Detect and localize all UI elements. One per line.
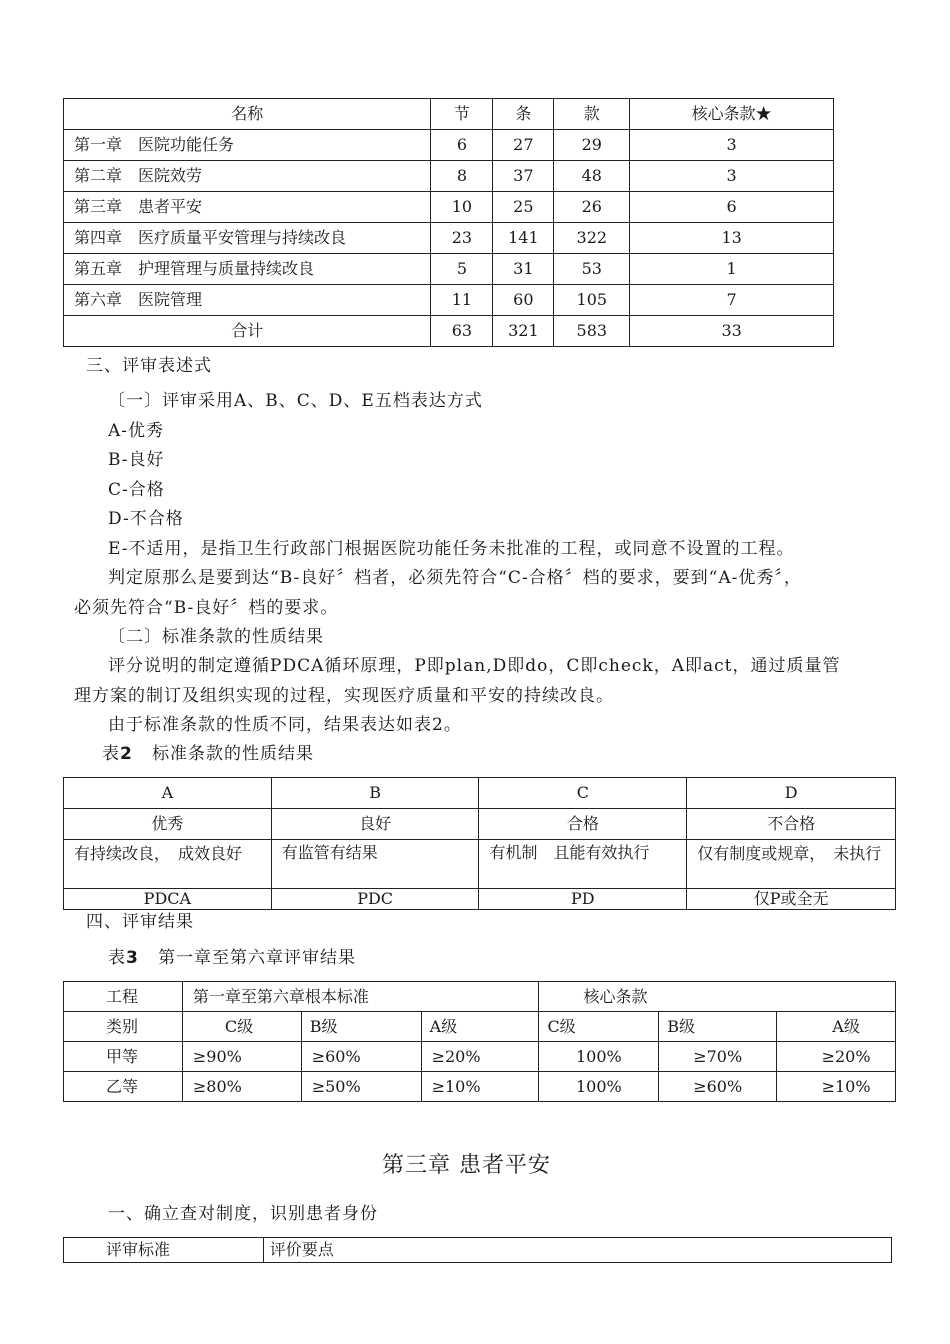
cell: 第五章 护理管理与质量持续改良 — [64, 254, 431, 285]
grade-item: D-不合格 — [108, 509, 184, 529]
table-row — [64, 889, 896, 910]
cell: PDCA — [64, 889, 272, 910]
cell: 33 — [630, 316, 834, 347]
cell: 第四章 医疗质量平安管理与持续改良 — [64, 223, 431, 254]
item-heading: 一、确立查对制度，识别患者身份 — [108, 1204, 378, 1224]
table-header-row — [64, 99, 834, 130]
total-row — [64, 316, 834, 347]
cell: 29 — [554, 130, 630, 161]
paragraph-line: 评分说明的制定遵循PDCA循环原理，P即plan,D即do，C即check，A即act，通过质量管 — [108, 656, 841, 676]
grade-item: A-优秀 — [108, 421, 165, 441]
cell: 31 — [493, 254, 554, 285]
cell: 26 — [554, 192, 630, 223]
cell: PDC — [271, 889, 479, 910]
table-row — [64, 1072, 896, 1102]
cell: 25 — [493, 192, 554, 223]
caption-prefix: 表 — [102, 744, 120, 764]
table-row — [64, 840, 896, 889]
cell: 3 — [630, 130, 834, 161]
cell: 仅P或全无 — [687, 889, 896, 910]
cell: 13 — [630, 223, 834, 254]
cell: 6 — [630, 192, 834, 223]
cell: 6 — [431, 130, 493, 161]
standard-table — [63, 1237, 892, 1263]
section-heading: 四、评审结果 — [86, 912, 194, 932]
cell: B级 — [301, 1012, 421, 1042]
table3-caption — [108, 948, 356, 968]
chapter-title: 第三章 患者平安 — [382, 1153, 551, 1178]
cell: C — [479, 778, 687, 809]
cell: C级 — [182, 1012, 301, 1042]
table-row — [64, 161, 834, 192]
cell: 仅有制度或规章， 未执行 — [687, 840, 896, 889]
caption-number: 3 — [126, 948, 139, 968]
cell: 23 — [431, 223, 493, 254]
table-row — [64, 1042, 896, 1072]
grade-item: C-合格 — [108, 480, 165, 500]
col-clause-header: 款 — [554, 99, 630, 130]
cell: 322 — [554, 223, 630, 254]
cell: 有持续改良， 成效良好 — [64, 840, 272, 889]
cell: 优秀 — [64, 809, 272, 840]
cell: 乙等 — [64, 1072, 183, 1102]
cell: 甲等 — [64, 1042, 183, 1072]
total-label: 合计 — [64, 316, 431, 347]
table-header-row — [64, 1238, 892, 1263]
cell: 11 — [431, 285, 493, 316]
cell: PD — [479, 889, 687, 910]
subheading: 〔一〕评审采用A、B、C、D、E五档表达方式 — [108, 391, 483, 411]
col-article-header: 条 — [493, 99, 554, 130]
cell: 100% — [539, 1072, 659, 1102]
cell: ≥90% — [182, 1042, 301, 1072]
table-row — [64, 192, 834, 223]
cell: 第三章 患者平安 — [64, 192, 431, 223]
cell: 1 — [630, 254, 834, 285]
chapter-summary-table — [63, 98, 834, 347]
cell: 第一章 医院功能任务 — [64, 130, 431, 161]
cell: ≥50% — [301, 1072, 421, 1102]
cell: ≥60% — [301, 1042, 421, 1072]
cell: 第一章至第六章根本标准 — [182, 982, 539, 1012]
cell: 3 — [630, 161, 834, 192]
cell: ≥60% — [659, 1072, 777, 1102]
table-header-row — [64, 1012, 896, 1042]
table-row — [64, 809, 896, 840]
cell: 8 — [431, 161, 493, 192]
cell: 合格 — [479, 809, 687, 840]
grade-item: E-不适用，是指卫生行政部门根据医院功能任务未批准的工程，或同意不设置的工程。 — [108, 539, 795, 559]
table-row — [64, 285, 834, 316]
grade-nature-table — [63, 777, 896, 910]
table-row — [64, 254, 834, 285]
cell: B级 — [659, 1012, 777, 1042]
grade-item: B-良好 — [108, 450, 165, 470]
cell: A级 — [777, 1012, 896, 1042]
cell: 核心条款 — [539, 982, 896, 1012]
cell: 良好 — [271, 809, 479, 840]
cell: 53 — [554, 254, 630, 285]
subheading: 〔二〕标准条款的性质结果 — [108, 627, 324, 647]
caption-number: 2 — [120, 744, 133, 764]
cell: 10 — [431, 192, 493, 223]
cell: 评审标准 — [64, 1238, 264, 1263]
cell: 不合格 — [687, 809, 896, 840]
table2-caption — [102, 744, 314, 764]
cell: ≥20% — [421, 1042, 539, 1072]
table-row — [64, 130, 834, 161]
cell: B — [271, 778, 479, 809]
col-core-header: 核心条款★ — [630, 99, 834, 130]
table-row — [64, 223, 834, 254]
cell: ≥10% — [777, 1072, 896, 1102]
cell: 类别 — [64, 1012, 183, 1042]
cell: A — [64, 778, 272, 809]
caption-text: 第一章至第六章评审结果 — [158, 948, 357, 968]
table-header-row — [64, 778, 896, 809]
cell: 有监管有结果 — [271, 840, 479, 889]
paragraph-line: 由于标准条款的性质不同，结果表达如表2。 — [108, 715, 462, 735]
cell: C级 — [539, 1012, 659, 1042]
cell: 37 — [493, 161, 554, 192]
cell: 63 — [431, 316, 493, 347]
cell: 100% — [539, 1042, 659, 1072]
cell: 48 — [554, 161, 630, 192]
col-name-header: 名称 — [64, 99, 431, 130]
cell: 321 — [493, 316, 554, 347]
caption-prefix: 表 — [108, 948, 126, 968]
cell: D — [687, 778, 896, 809]
cell: 第二章 医院效劳 — [64, 161, 431, 192]
cell: 60 — [493, 285, 554, 316]
caption-text: 标准条款的性质结果 — [152, 744, 315, 764]
cell: 105 — [554, 285, 630, 316]
cell: ≥20% — [777, 1042, 896, 1072]
cell: 有机制 且能有效执行 — [479, 840, 687, 889]
cell: 5 — [431, 254, 493, 285]
cell: 141 — [493, 223, 554, 254]
cell: ≥80% — [182, 1072, 301, 1102]
col-section-header: 节 — [431, 99, 493, 130]
cell: 7 — [630, 285, 834, 316]
cell: 583 — [554, 316, 630, 347]
cell: 工程 — [64, 982, 183, 1012]
review-result-table — [63, 981, 896, 1102]
section-heading: 三、评审表述式 — [86, 356, 212, 376]
paragraph-line: 理方案的制订及组织实现的过程，实现医疗质量和平安的持续改良。 — [74, 686, 614, 706]
cell: 27 — [493, 130, 554, 161]
cell: ≥10% — [421, 1072, 539, 1102]
cell: A级 — [421, 1012, 539, 1042]
paragraph-line: 必须先符合“B-良好〞档的要求。 — [74, 598, 339, 618]
paragraph-line: 判定原那么是要到达“B-良好〞档者，必须先符合“C-合格〞档的要求，要到“A-优秀〞， — [108, 568, 802, 588]
cell: ≥70% — [659, 1042, 777, 1072]
cell: 评价要点 — [263, 1238, 891, 1263]
table-header-row — [64, 982, 896, 1012]
cell: 第六章 医院管理 — [64, 285, 431, 316]
